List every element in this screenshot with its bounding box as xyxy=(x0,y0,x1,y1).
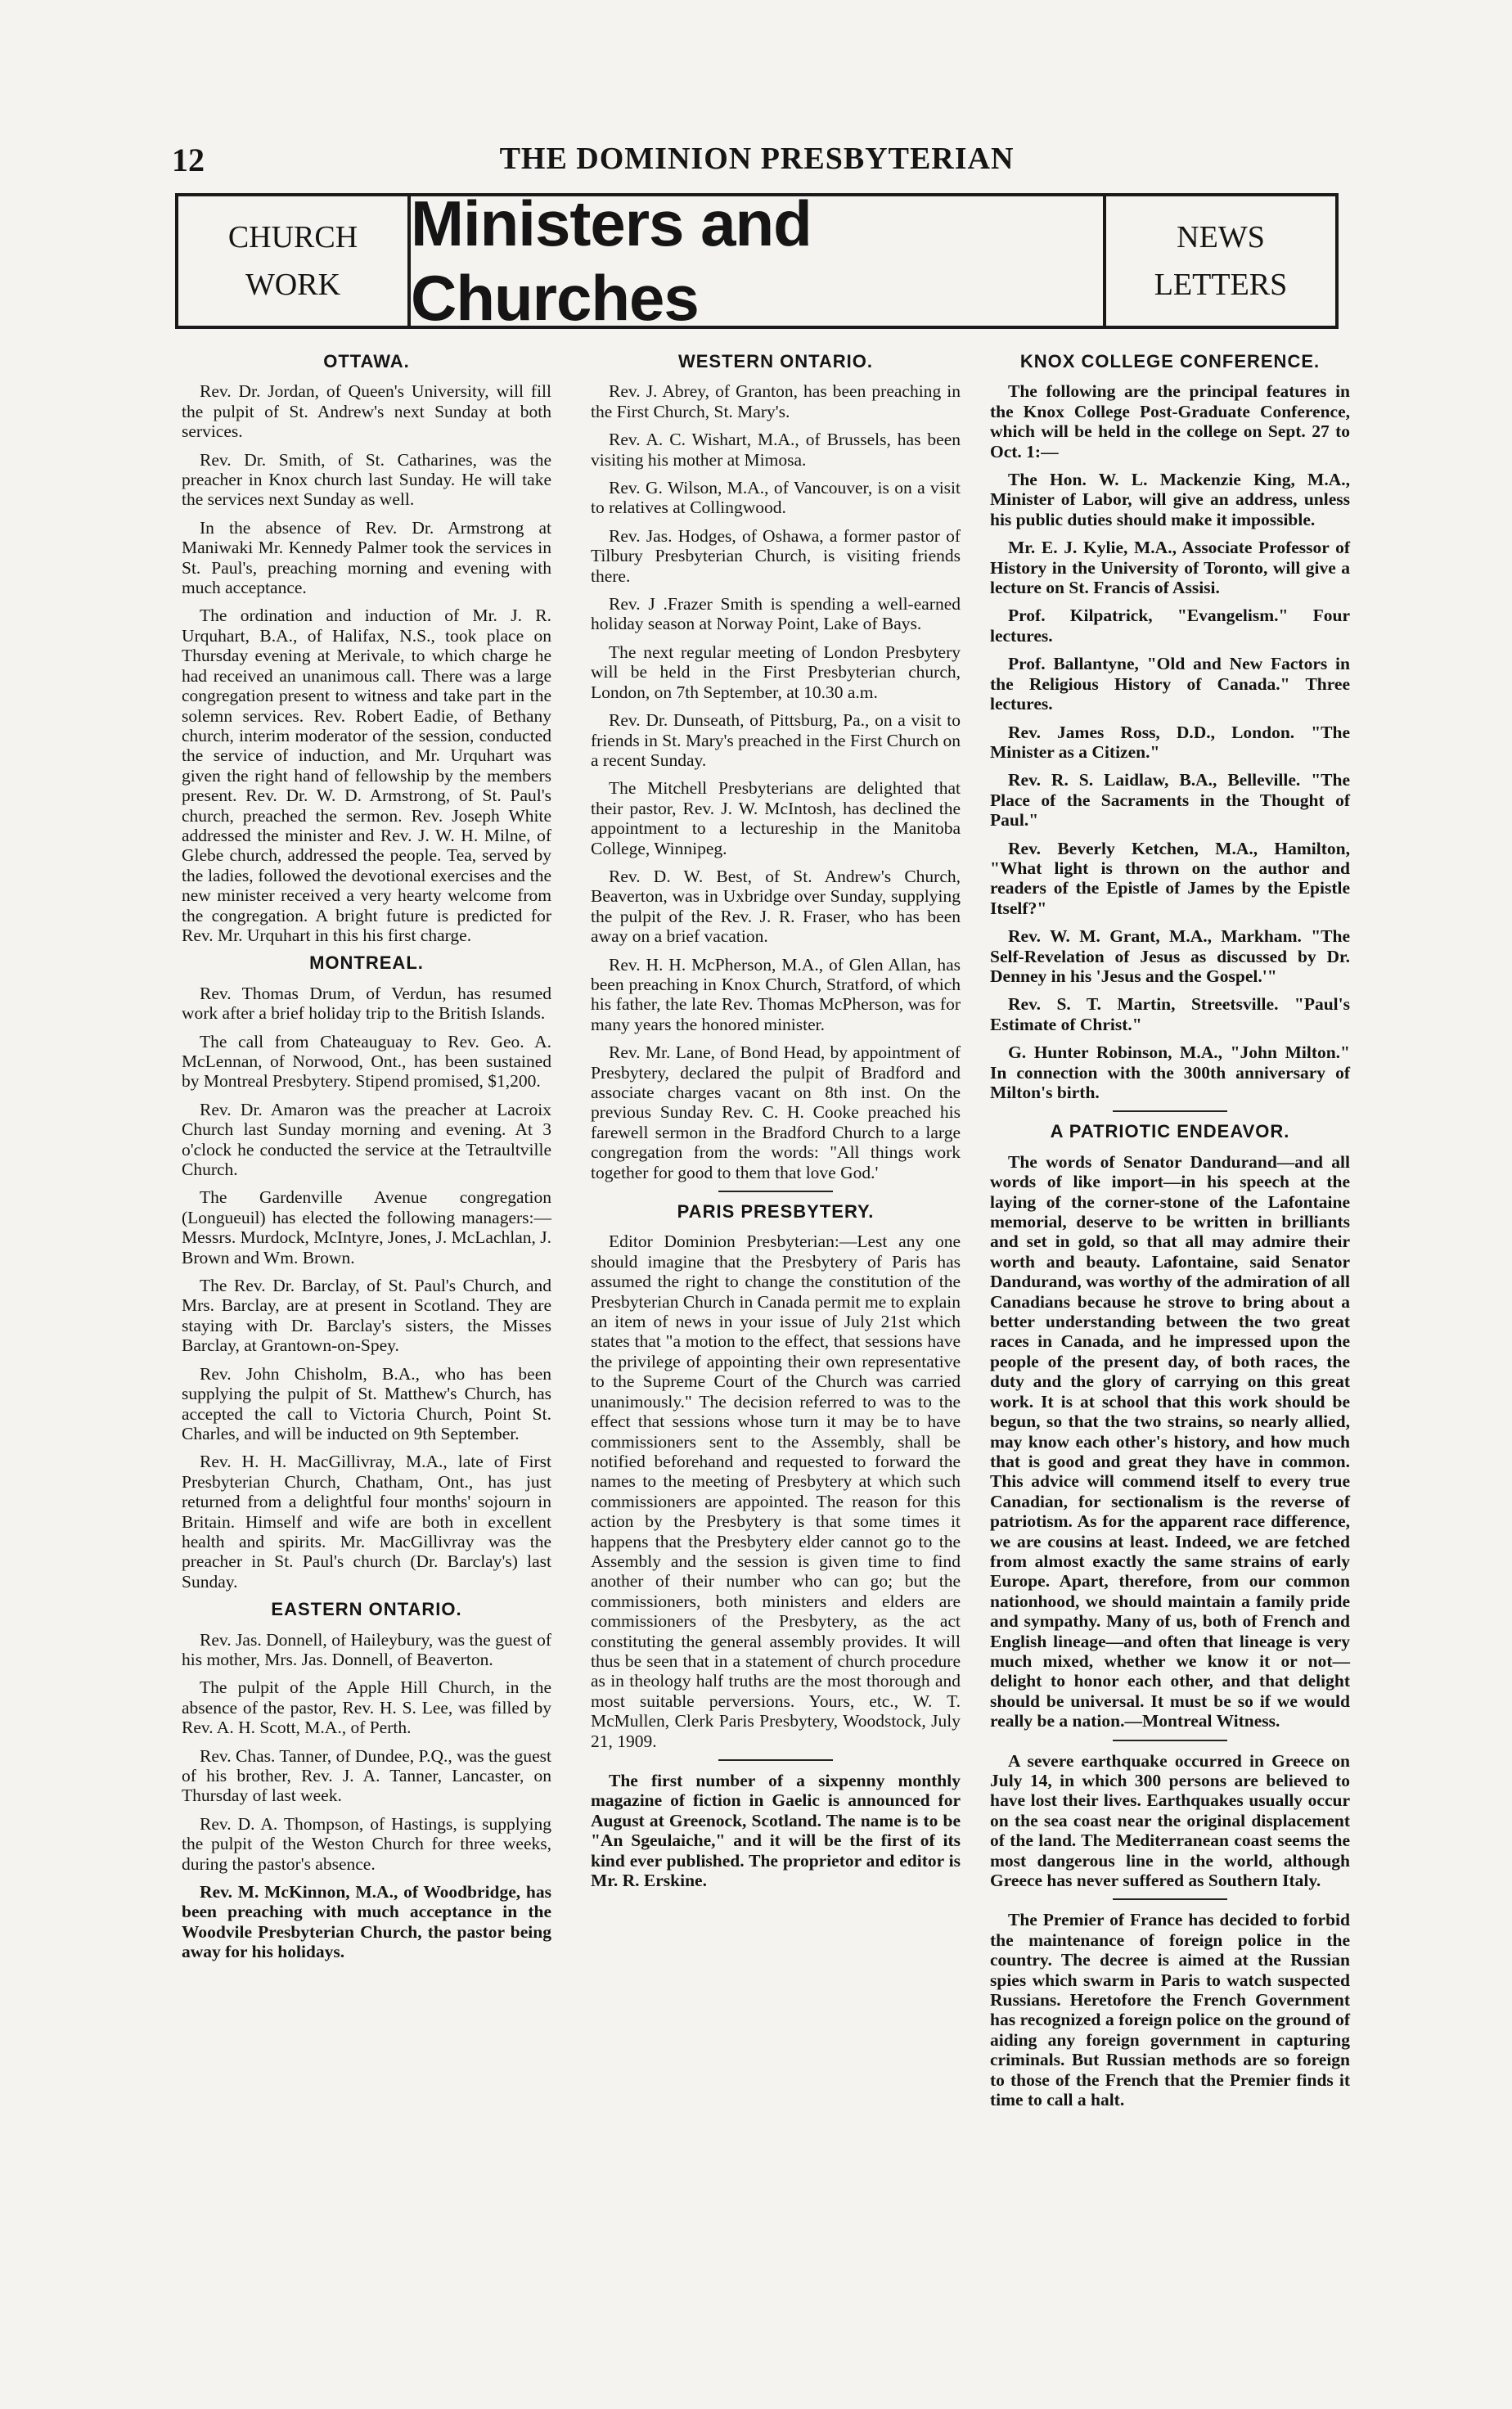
column-3 xyxy=(990,352,1350,2119)
article-paragraph: Rev. Chas. Tanner, of Dundee, P.Q., was the guest of his brother, Rev. J. A. Tanner, Lancaster, on Thursday of last week. xyxy=(182,1745,551,1806)
article-paragraph: In the absence of Rev. Dr. Armstrong at Maniwaki Mr. Kennedy Palmer took the services in St. Paul's, preaching morning and evening with much acceptance. xyxy=(182,517,551,598)
article-paragraph: Rev. Dr. Dunseath, of Pittsburg, Pa., on a visit to friends in St. Mary's preached in the First Church on a recent Sunday. xyxy=(591,710,961,770)
article-paragraph: The ordination and induction of Mr. J. R. Urquhart, B.A., of Halifax, N.S., took place on Thursday evening at Merivale, to which charge he had received an unanimous call. There was a large congregation present to witness and take part in the solemn services. Rev. Robert Eadie, of Bethany church, interim moderator of the session, conducted the service of induction, and Mr. Urquhart was given the right hand of fellowship by the members present. Rev. Dr. W. D. Armstrong, of St. Paul's church, preached the sermon. Rev. Joseph White addressed the minister and Rev. J. W. H. Milne, of Glebe church, addressed the people. Tea, served by the ladies, followed the devotional exercises and the new minister received a very hearty welcome from the congregation. A bright future is predicted for Rev. Mr. Urquhart in this his first charge. xyxy=(182,606,551,945)
section-divider xyxy=(718,1191,833,1192)
section-heading-paris-presbytery: PARIS PRESBYTERY. xyxy=(677,1201,875,1223)
article-paragraph: The Premier of France has decided to forbid the maintenance of foreign police in the country. The decree is aimed at the Russian spies which swarm in Paris to watch suspected Russians. Heretofore the French Government has recognized a foreign police on the ground of aiding any foreign government in capturing criminals. But Russian methods are so foreign to those of the French that the Premier finds it time to call a halt. xyxy=(990,1910,1350,2110)
article-paragraph: Rev. H. H. MacGillivray, M.A., late of First Presbyterian Church, Chatham, Ont., has just returned from a delightful four months' sojourn in Britain. Himself and wife are both in excellent health and spirits. Mr. MacGillivray was the preacher in St. Paul's church (Dr. Barclay's) last Sunday. xyxy=(182,1452,551,1592)
article-paragraph: Rev. John Chisholm, B.A., who has been supplying the pulpit of St. Matthew's Church, has accepted the call to Victoria Church, Point St. Charles, and will be inducted on 9th September. xyxy=(182,1363,551,1443)
column-2 xyxy=(591,352,961,1898)
article-paragraph: The Gardenville Avenue congregation (Longueuil) has elected the following managers:—Messrs. Murdock, McIntyre, Jones, J. McLachlan, J. Brown and Wm. Brown. xyxy=(182,1187,552,1268)
section-heading-eastern-ontario: EASTERN ONTARIO. xyxy=(271,1599,462,1620)
article-paragraph: Rev. Dr. Jordan, of Queen's University, will fill the pulpit of St. Andrew's next Sunday at both services. xyxy=(182,381,551,442)
article-paragraph: The Rev. Dr. Barclay, of St. Paul's Church, and Mrs. Barclay, are at present in Scotland. They are staying with Dr. Barclay's sisters, the Misses Barclay, at Grantown-on-Spey. xyxy=(182,1276,551,1356)
article-paragraph: Rev. J .Frazer Smith is spending a well-earned holiday season at Norway Point, Lake of Bays. xyxy=(591,594,961,634)
section-heading-montreal: MONTREAL. xyxy=(309,952,424,974)
banner-left-line2: WORK xyxy=(245,268,341,302)
article-paragraph: The Hon. W. L. Mackenzie King, M.A., Minister of Labor, will give an address, unless his public duties should make it impossible. xyxy=(990,470,1350,529)
article-paragraph: The call from Chateauguay to Rev. Geo. A. McLennan, of Norwood, Ont., has been sustained by Montreal Presbytery. Stipend promised, $1,200. xyxy=(182,1031,551,1092)
article-paragraph: Rev. Thomas Drum, of Verdun, has resumed work after a brief holiday trip to the British Islands. xyxy=(182,983,551,1024)
banner-right-box xyxy=(1103,196,1335,326)
article-paragraph: Rev. James Ross, D.D., London. "The Minister as a Citizen." xyxy=(990,722,1350,762)
article-paragraph: Rev. A. C. Wishart, M.A., of Brussels, has been visiting his mother at Mimosa. xyxy=(591,430,961,470)
banner-left-box xyxy=(178,196,411,326)
article-paragraph: Rev. Dr. Smith, of St. Catharines, was the preacher in Knox church last Sunday. He will take the services next Sunday as well. xyxy=(182,449,551,510)
running-header xyxy=(172,141,1342,190)
article-paragraph: The words of Senator Dandurand—and all words of like import—in his speech at the laying of the corner-stone of the Lafontaine memorial, deserve to be written in brilliants and set in gold, so that all may admire their worth and beauty. Lafontaine, said Senator Dandurand, was worthy of the admiration of all Canadians because he strove to bring about a better understanding between the two great races in Canada, and he impressed upon the people of the present day, of both races, the duty and the glory of carrying on this great work. It is at school that this work should be begun, so that the two strains, so nearly allied, may know each other's history, and how much that is good and great they have in common. This advice will commend itself to every true Canadian, for sectionalism is the reverse of patriotism. As for the apparent race difference, we are cousins at least. Indeed, we are fetched from almost exactly the same strains of early Europe. Apart, therefore, from our common nationhood, we should maintain a family pride and sympathy. Many of us, both of French and English lineage—and often that lineage is very much mixed, whether we know it or not—delight to honor each other, and that delight should be universal. It must be so if we would really be a nation.—Montreal Witness. xyxy=(990,1151,1350,1731)
article-paragraph: Mr. E. J. Kylie, M.A., Associate Professor of History in the University of Toronto, will give a lecture on St. Francis of Assisi. xyxy=(990,538,1350,598)
article-paragraph: Prof. Ballantyne, "Old and New Factors in the Religious History of Canada." Three lectures. xyxy=(990,654,1350,714)
section-banner xyxy=(175,187,1339,334)
article-paragraph: Rev. S. T. Martin, Streetsville. "Paul's Estimate of Christ." xyxy=(990,994,1350,1034)
section-divider xyxy=(1113,1110,1227,1112)
section-divider xyxy=(718,1759,833,1761)
section-divider xyxy=(1113,1740,1227,1741)
section-heading-western-ontario: WESTERN ONTARIO. xyxy=(677,351,874,371)
page-number: 12 xyxy=(172,142,205,178)
banner-right-line2: LETTERS xyxy=(1154,268,1288,302)
section-heading-knox-college: KNOX COLLEGE CONFERENCE. xyxy=(1019,351,1321,371)
banner-right-line1: NEWS xyxy=(1177,220,1265,254)
banner-title: Ministers and Churches xyxy=(411,187,812,334)
section-divider xyxy=(1113,1898,1227,1900)
article-paragraph: Prof. Kilpatrick, "Evangelism." Four lectures. xyxy=(990,606,1350,646)
article-paragraph: Rev. Jas. Donnell, of Haileybury, was the guest of his mother, Mrs. Jas. Donnell, of Beaverton. xyxy=(182,1629,551,1669)
article-paragraph: Rev. Jas. Hodges, of Oshawa, a former pastor of Tilbury Presbyterian Church, is visiting friends there. xyxy=(591,525,961,586)
article-paragraph: Rev. H. H. McPherson, M.A., of Glen Allan, has been preaching in Knox Church, Stratford, of which his father, the late Rev. Thomas McPherson, was for many years the honored minister. xyxy=(591,954,961,1034)
article-paragraph: The following are the principal features in the Knox College Post-Graduate Conference, which will be held in the college on Sept. 27 to Oct. 1:— xyxy=(990,381,1350,462)
banner-left-line1: CHURCH xyxy=(227,220,358,254)
article-paragraph: The Mitchell Presbyterians are delighted that their pastor, Rev. J. W. McIntosh, has declined the appointment to a lectureship in the Manitoba College, Winnipeg. xyxy=(591,778,961,858)
article-paragraph: The first number of a sixpenny monthly magazine of fiction in Gaelic is announced for August at Greenock, Scotland. The name is to be "An Sgeulaiche," and it will be the first of its kind ever published. The proprietor and editor is Mr. R. Erskine. xyxy=(591,1771,961,1891)
section-heading-patriotic-endeavor: A PATRIOTIC ENDEAVOR. xyxy=(1050,1121,1290,1142)
article-paragraph: The next regular meeting of London Presbytery will be held in the First Presbyterian church, London, on 7th September, at 10.30 a.m. xyxy=(591,642,961,702)
article-paragraph: Editor Dominion Presbyterian:—Lest any one should imagine that the Presbytery of Paris has assumed the right to change the constitution of the Presbyterian Church in Canada permit me to explain an item of news in your issue of July 21st which states that "a motion to the effect, that sessions have the privilege of appointing their own representative to the Supreme Court of the Church was carried unanimously." The decision referred to was to the effect that sessions whose turn it may be to have commissioners sent to the Assembly, shall be notified beforehand and requested to forward the names to the meeting of Presbytery at which such commissioners are appointed. The reason for this action by the Presbytery is that some times it happens that the Presbytery elder cannot go to the Assembly and the session is given time to find another of their number who can go; but the commissioners, both ministers and elders are commissioners of the Presbytery, as the act constituting the general assembly provides. It will thus be seen that in a statement of church procedure as in theology half truths are the most thorough and most suitable perversions. Yours, etc., W. T. McMullen, Clerk Paris Presbytery, Woodstock, July 21, 1909. xyxy=(591,1232,961,1751)
section-heading-ottawa: OTTAWA. xyxy=(323,351,410,371)
article-paragraph: Rev. D. A. Thompson, of Hastings, is supplying the pulpit of the Weston Church for three weeks, during the pastor's absence. xyxy=(182,1813,551,1874)
article-paragraph: Rev. Beverly Ketchen, M.A., Hamilton, "What light is thrown on the author and readers of the Epistle of James by the Epistle Itself?" xyxy=(990,838,1350,918)
article-paragraph: Rev. G. Wilson, M.A., of Vancouver, is on a visit to relatives at Collingwood. xyxy=(591,478,961,518)
article-paragraph: G. Hunter Robinson, M.A., "John Milton." In connection with the 300th anniversary of Milton's birth. xyxy=(990,1042,1350,1102)
article-paragraph: Rev. M. McKinnon, M.A., of Woodbridge, has been preaching with much acceptance in the Woodvile Presbyterian Church, the pastor being away for his holidays. xyxy=(182,1882,551,1962)
article-paragraph: A severe earthquake occurred in Greece on July 14, in which 300 persons are believed to have lost their lives. Earthquakes usually occur on the sea coast near the original displacement of the land. The Mediterranean coast seems the most dangerous line in the world, although Greece has never suffered as Southern Italy. xyxy=(990,1750,1350,1891)
article-paragraph: Rev. R. S. Laidlaw, B.A., Belleville. "The Place of the Sacraments in the Thought of Paul." xyxy=(990,770,1350,831)
column-1 xyxy=(182,352,551,1970)
article-paragraph: Rev. D. W. Best, of St. Andrew's Church, Beaverton, was in Uxbridge over Sunday, supplying the pulpit of the Rev. J. R. Fraser, who has been away on a brief vacation. xyxy=(591,866,961,947)
article-paragraph: Rev. Mr. Lane, of Bond Head, by appointment of Presbytery, declared the pulpit of Bradford and associate charges vacant on 8th inst. On the previous Sunday Rev. C. H. Cooke preached his farewell sermon in the Bradford Church to a large congregation from the words: "All things work together for good to them that love God.' xyxy=(591,1042,961,1182)
article-paragraph: Rev. W. M. Grant, M.A., Markham. "The Self-Revelation of Jesus as discussed by Dr. Denney in his 'Jesus and the Gospel.'" xyxy=(990,926,1350,986)
article-paragraph: Rev. Dr. Amaron was the preacher at Lacroix Church last Sunday morning and evening. At 3 o'clock he conducted the service at the Tetraultville Church. xyxy=(182,1099,551,1180)
article-paragraph: Rev. J. Abrey, of Granton, has been preaching in the First Church, St. Mary's. xyxy=(591,381,961,421)
journal-title: THE DOMINION PRESBYTERIAN xyxy=(499,142,1015,176)
article-paragraph: The pulpit of the Apple Hill Church, in the absence of the pastor, Rev. H. S. Lee, was filled by Rev. A. H. Scott, M.A., of Perth. xyxy=(182,1677,551,1738)
